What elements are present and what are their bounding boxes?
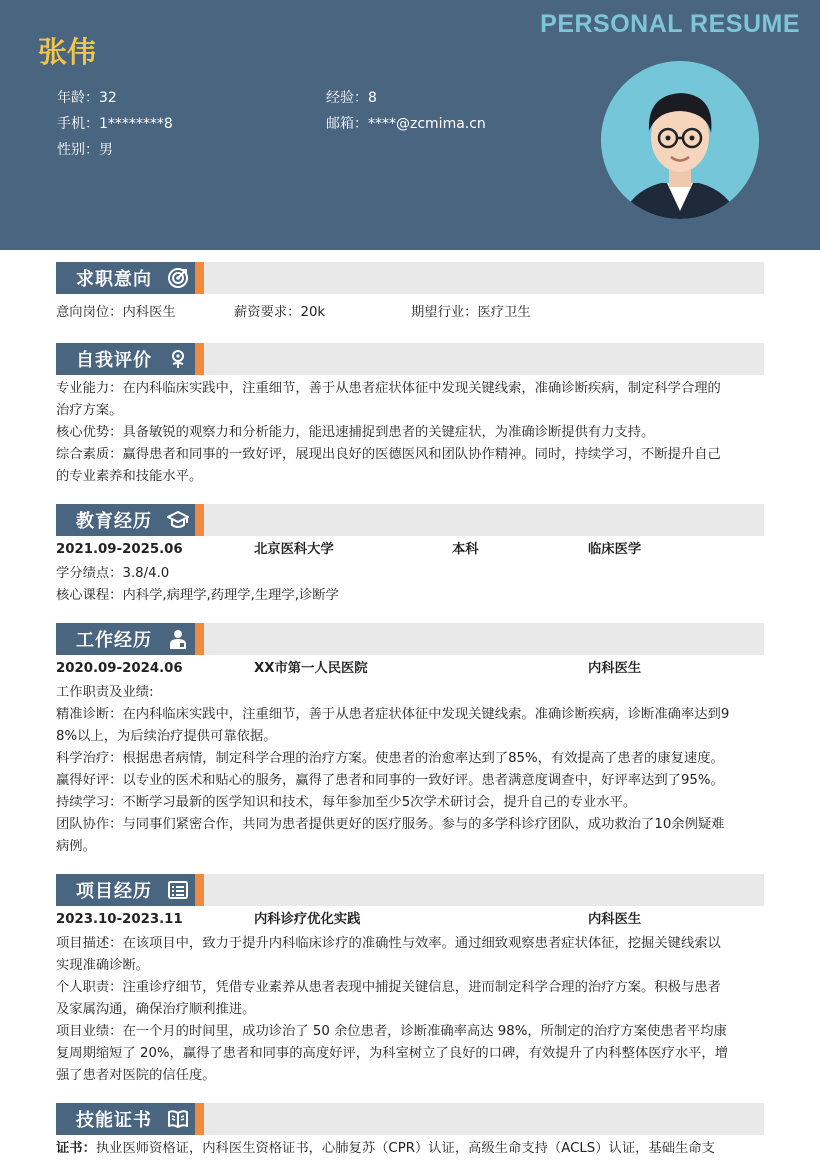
work-line: 赢得好评：以专业的医术和贴心的服务，赢得了患者和同事的一致好评。患者满意度调查中，好评率达到了95%。 xyxy=(56,773,724,788)
work-row xyxy=(56,658,766,680)
section-tab xyxy=(56,504,204,536)
gender-field: 性别：男 xyxy=(57,142,113,158)
section-self-eval-header xyxy=(56,343,764,375)
project-line: 项目描述：在该项目中，致力于提升内科临床诊疗的准确性与效率。通过细致观察患者症状体征，挖掘关键线索以 xyxy=(56,936,721,951)
section-title: 技能证书 xyxy=(76,1110,152,1131)
header-banner xyxy=(0,0,820,250)
project-line: 复周期缩短了 20%，赢得了患者和同事的高度好评，为科室树立了良好的口碑，有效提升了内科整体医疗水平，增 xyxy=(56,1046,729,1061)
section-title: 工作经历 xyxy=(76,630,152,651)
section-project-header xyxy=(56,874,764,906)
accent-stripe xyxy=(195,623,204,655)
project-row xyxy=(56,909,766,931)
education-line: 核心课程：内科学,病理学,药理学,生理学,诊断学 xyxy=(56,588,339,603)
list-icon xyxy=(167,879,189,901)
avatar-photo xyxy=(601,61,759,219)
project-line: 及家属沟通，确保治疗顺利推进。 xyxy=(56,1002,256,1017)
project-line: 实现准确诊断。 xyxy=(56,958,150,973)
experience-field: 经验：8 xyxy=(326,90,377,106)
target-icon xyxy=(167,267,189,289)
person-icon xyxy=(167,348,189,370)
section-tab xyxy=(56,262,204,294)
self-eval-line: 的专业素养和技能水平。 xyxy=(56,469,203,484)
accent-stripe xyxy=(195,262,204,294)
project-period: 2023.10-2023.11 xyxy=(56,912,183,927)
intent-industry: 期望行业：医疗卫生 xyxy=(411,305,531,320)
skills-label: 证书： xyxy=(56,1141,96,1156)
section-tab xyxy=(56,343,204,375)
work-line: 精准诊断：在内科临床实践中，注重细节，善于从患者症状体征中发现关键线索。准确诊断疾病，诊断准确率达到9 xyxy=(56,707,730,722)
work-line: 持续学习：不断学习最新的医学知识和技术，每年参加至少5次学术研讨会，提升自己的专业水平。 xyxy=(56,795,637,810)
self-eval-line: 专业能力：在内科临床实践中，注重细节，善于从患者症状体征中发现关键线索，准确诊断疾病，制定科学合理的 xyxy=(56,381,721,396)
self-eval-line: 核心优势：具备敏锐的观察力和分析能力，能迅速捕捉到患者的关键症状，为准确诊断提供有力支持。 xyxy=(56,425,655,440)
intent-position: 意向岗位：内科医生 xyxy=(56,305,176,320)
section-title: 求职意向 xyxy=(76,269,152,290)
accent-stripe xyxy=(195,343,204,375)
project-role: 内科医生 xyxy=(588,912,642,927)
work-role: 内科医生 xyxy=(588,661,642,676)
graduation-cap-icon xyxy=(167,509,189,531)
self-eval-line: 治疗方案。 xyxy=(56,403,123,418)
section-intent-header xyxy=(56,262,764,294)
intent-row xyxy=(56,302,766,324)
section-education-header xyxy=(56,504,764,536)
section-work-header xyxy=(56,623,764,655)
work-line: 团队协作：与同事们紧密合作，共同为患者提供更好的医疗服务。参与的多学科诊疗团队，成功救治了10余例疑难 xyxy=(56,817,725,832)
education-line: 学分绩点：3.8/4.0 xyxy=(56,566,170,581)
project-line: 个人职责：注重诊疗细节，凭借专业素养从患者表现中捕捉关键信息，进而制定科学合理的治疗方案。积极与患者 xyxy=(56,980,721,995)
accent-stripe xyxy=(195,874,204,906)
skills-text: 执业医师资格证，内科医生资格证书，心肺复苏（CPR）认证，高级生命支持（ACLS）认证，基础生命支 xyxy=(95,1141,715,1156)
self-eval-line: 综合素质：赢得患者和同事的一致好评，展现出良好的医德医风和团队协作精神。同时，持续学习，不断提升自己 xyxy=(56,447,721,462)
skills-line xyxy=(56,1138,766,1160)
work-line: 病例。 xyxy=(56,839,96,854)
section-tab xyxy=(56,874,204,906)
work-line: 科学治疗：根据患者病情，制定科学合理的治疗方案。使患者的治愈率达到了85%，有效提高了患者的康复速度。 xyxy=(56,751,724,766)
work-period: 2020.09-2024.06 xyxy=(56,661,183,676)
work-line: 工作职责及业绩: xyxy=(56,685,154,700)
candidate-name: 张伟 xyxy=(38,35,97,69)
accent-stripe xyxy=(195,504,204,536)
work-company: XX市第一人民医院 xyxy=(254,661,368,676)
education-period: 2021.09-2025.06 xyxy=(56,542,183,557)
education-degree: 本科 xyxy=(452,542,479,557)
section-skills-header xyxy=(56,1103,764,1135)
work-line: 8%以上，为后续治疗提供可靠依据。 xyxy=(56,729,277,744)
accent-stripe xyxy=(195,1103,204,1135)
section-tab xyxy=(56,623,204,655)
phone-field: 手机：1********8 xyxy=(57,116,173,132)
education-row xyxy=(56,539,766,561)
project-line: 强了患者对医院的信任度。 xyxy=(56,1068,216,1083)
section-title: 教育经历 xyxy=(76,511,152,532)
age-field: 年龄：32 xyxy=(57,90,117,106)
section-title: 项目经历 xyxy=(76,881,152,902)
section-tab xyxy=(56,1103,204,1135)
section-title: 自我评价 xyxy=(76,350,152,371)
book-icon xyxy=(167,1108,189,1130)
worker-icon xyxy=(167,628,189,650)
intent-salary: 薪资要求：20k xyxy=(234,305,326,320)
education-school: 北京医科大学 xyxy=(254,542,334,557)
resume-title: PERSONAL RESUME xyxy=(540,10,800,38)
email-field: 邮箱：****@zcmima.cn xyxy=(326,116,486,132)
project-line: 项目业绩：在一个月的时间里，成功诊治了 50 余位患者，诊断准确率高达 98%，所制定的治疗方案使患者平均康 xyxy=(56,1024,727,1039)
project-name: 内科诊疗优化实践 xyxy=(254,912,361,927)
education-major: 临床医学 xyxy=(588,542,642,557)
